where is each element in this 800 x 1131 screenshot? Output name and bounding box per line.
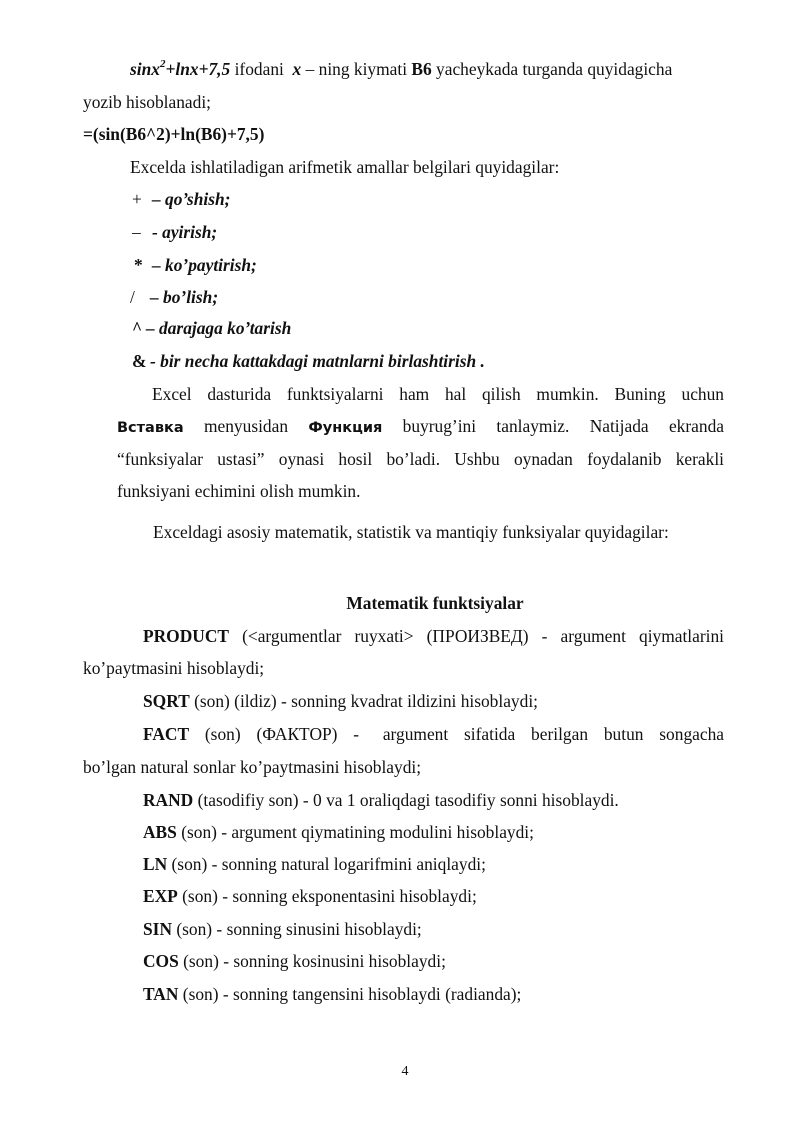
operator-add [132,188,230,210]
operators-heading: Excelda ishlatiladigan arifmetik amallar belgilari quyidagilar: [130,157,560,177]
function-name: RAND [143,790,194,810]
functions-intro: Exceldagi asosiy matematik, statistik va mantiqiy funksiyalar quyidagilar: [153,522,669,542]
function-fact [143,723,724,745]
function-sqrt [143,690,538,712]
operator-symbol: – [132,222,141,242]
function-description: (son) - sonning natural logarifmini aniqlaydi; [167,854,486,874]
operator-symbol: / [130,287,135,307]
function-name: ABS [143,822,177,842]
function-description: (son) - sonning kosinusini hisoblaydi; [178,951,446,971]
operator-power [132,317,291,339]
function-product [143,625,724,647]
expression: sinx$^2$+lnx+7,5 [130,58,231,79]
function-description: (<argumentlar ruyxati> (ПРОИЗВЕД) - argument qiymatlarini [229,626,724,646]
function-sin [143,918,422,940]
operator-description: - bir necha kattakdagi matnlarni birlashtirish . [150,351,485,371]
function-name: LN [143,854,168,874]
function-name: SQRT [143,691,190,711]
function-description: (son) (ФАКТОР) - argument sifatida berilgan butun songacha [189,724,724,744]
function-name: COS [143,951,179,971]
section-title: Matematik funktsiyalar [346,593,524,613]
operator-description: – bo’lish; [150,287,219,307]
paragraph-line-2: Вставка menyusidan Функция buyrug’ini tanlaymiz. Natijada ekranda [117,416,724,436]
intro-line-1: sinx$^2$+lnx+7,5 ifodani x – ning kiymati B6 yacheykada turganda quyidagicha [130,58,673,79]
operator-concat [132,350,485,372]
operator-description: – ko’paytirish; [152,255,257,275]
function-product-cont: ko’paytmasini hisoblaydi; [83,658,265,678]
function-name: EXP [143,886,178,906]
function-description: (son) - sonning tangensini hisoblaydi (radianda); [178,984,522,1004]
operator-description: – qo’shish; [152,189,231,209]
operator-symbol: & [132,351,147,371]
function-name: FACT [143,724,190,744]
function-tan [143,983,521,1005]
function-description: (son) - sonning eksponentasini hisoblaydi; [177,886,477,906]
function-rand [143,789,619,811]
function-cos [143,950,446,972]
operator-subtract [132,221,217,243]
function-abs [143,821,534,843]
menu-name: Вставка [117,420,184,436]
paragraph-line-3: “funksiyalar ustasi” oynasi hosil bo’ladi. Ushbu oynadan foydalanib kerakli [117,449,724,469]
operator-description: - ayirish; [152,222,218,242]
function-exp [143,885,477,907]
cell-ref: B6 [411,59,432,79]
formula: =(sin(B6^2)+ln(B6)+7,5) [83,124,265,144]
function-description: (son) - sonning sinusini hisoblaydi; [172,919,422,939]
variable-x: x [292,59,302,79]
operator-symbol: * [134,255,143,275]
function-fact-cont: bo’lgan natural sonlar ko’paytmasini hisoblaydi; [83,757,422,777]
paragraph-line-1: Excel dasturida funktsiyalarni ham hal qilish mumkin. Buning uchun [152,384,724,404]
operator-description: – darajaga ko’tarish [146,318,292,338]
operator-symbol: ^ [132,318,143,338]
page-number: 4 [401,1064,409,1079]
function-description: (tasodifiy son) - 0 va 1 oraliqdagi tasodifiy sonni hisoblaydi. [193,790,619,810]
function-name: TAN [143,984,179,1004]
operator-multiply [134,254,257,276]
command-name: Функция [308,420,383,436]
function-name: PRODUCT [143,626,229,646]
function-description: (son) (ildiz) - sonning kvadrat ildizini hisoblaydi; [189,691,538,711]
paragraph-line-4: funksiyani echimini olish mumkin. [117,481,361,501]
operator-divide [130,286,218,308]
operator-symbol: + [132,189,142,209]
intro-line-2: yozib hisoblanadi; [83,92,211,112]
function-description: (son) - argument qiymatining modulini hisoblaydi; [176,822,534,842]
function-name: SIN [143,919,172,939]
function-ln [143,853,486,875]
